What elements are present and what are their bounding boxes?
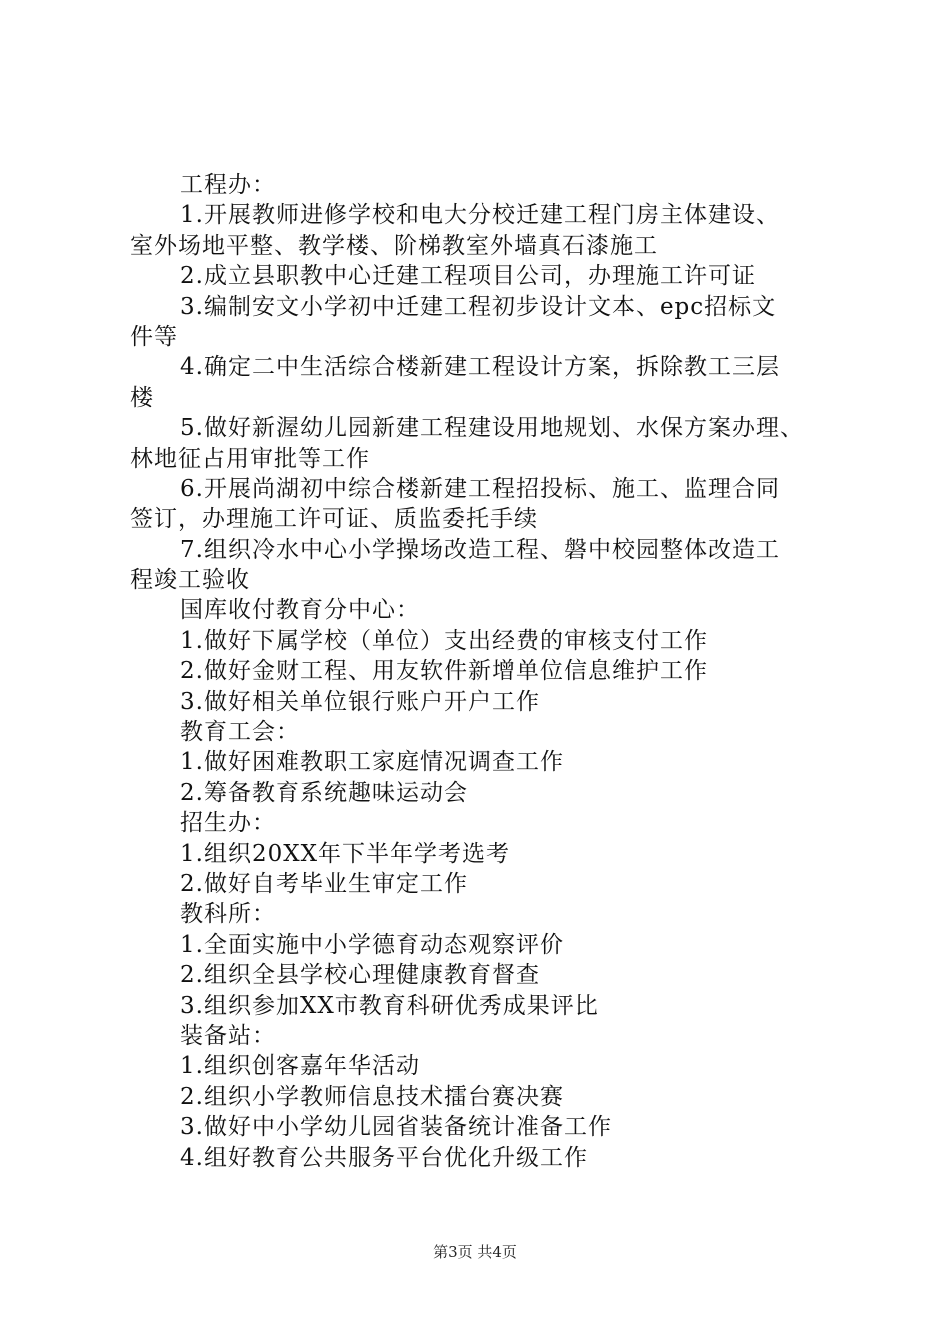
text-line: 2.组织全县学校心理健康教育督查 [180,962,540,989]
text-line: 室外场地平整、教学楼、阶梯教室外墙真石漆施工 [130,232,658,259]
text-line: 4.组好教育公共服务平台优化升级工作 [180,1144,588,1171]
text-line: 5.做好新渥幼儿园新建工程建设用地规划、水保方案办理、 [180,415,804,442]
text-line: 教育工会： [180,719,300,746]
text-line: 装备站： [180,1022,276,1049]
text-line: 6.开展尚湖初中综合楼新建工程招投标、施工、监理合同 [180,475,780,502]
text-line: 2.做好自考毕业生审定工作 [180,870,468,897]
text-line: 程竣工验收 [130,567,250,594]
text-line: 7.组织冷水中心小学操场改造工程、磐中校园整体改造工 [180,536,780,563]
text-line: 1.做好下属学校（单位）支出经费的审核支付工作 [180,627,708,654]
text-line: 国库收付教育分中心： [180,597,420,624]
text-line: 件等 [130,323,178,350]
text-line: 3.编制安文小学初中迁建工程初步设计文本、epc招标文 [180,293,777,320]
text-line: 2.组织小学教师信息技术擂台赛决赛 [180,1083,564,1110]
text-line: 3.做好相关单位银行账户开户工作 [180,688,540,715]
text-line: 林地征占用审批等工作 [130,445,370,472]
text-line: 招生办： [180,810,276,837]
text-line: 1.组织20XX年下半年学考选考 [180,840,510,867]
text-line: 教科所： [180,901,276,928]
text-line: 2.成立县职教中心迁建工程项目公司，办理施工许可证 [180,263,756,290]
text-line: 2.筹备教育系统趣味运动会 [180,779,468,806]
text-line: 1.开展教师进修学校和电大分校迁建工程门房主体建设、 [180,202,780,229]
text-line: 4.确定二中生活综合楼新建工程设计方案，拆除教工三层 [180,354,780,381]
page-footer: 第3页 共4页 [433,1243,517,1261]
text-line: 签订，办理施工许可证、质监委托手续 [130,506,538,533]
text-line: 3.做好中小学幼儿园省装备统计准备工作 [180,1114,612,1141]
text-line: 1.全面实施中小学德育动态观察评价 [180,931,564,958]
text-line: 楼 [130,384,154,411]
document-body [130,170,850,1173]
text-line: 3.组织参加XX市教育科研优秀成果评比 [180,992,599,1019]
text-line: 工程办： [180,172,276,198]
text-line: 1.做好困难教职工家庭情况调查工作 [180,749,564,776]
text-line: 1.组织创客嘉年华活动 [180,1053,420,1080]
text-line: 2.做好金财工程、用友软件新增单位信息维护工作 [180,658,708,685]
